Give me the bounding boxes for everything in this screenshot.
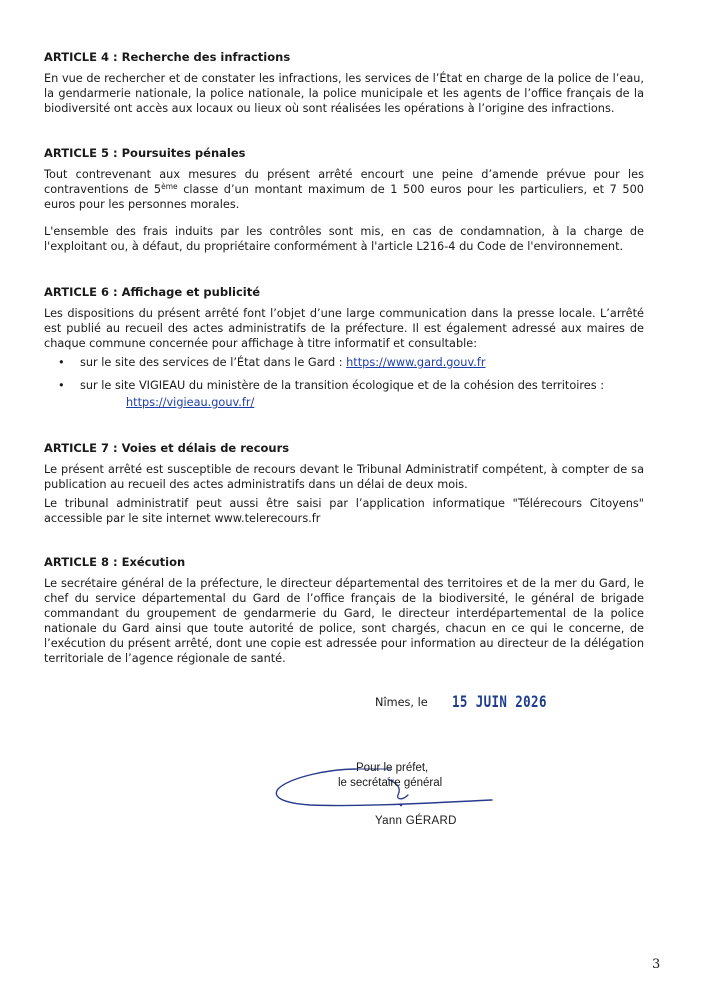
page-number: 3 [652, 957, 661, 972]
vigieau-link[interactable]: https://vigieau.gouv.fr/ [126, 396, 255, 409]
article-6 [44, 285, 644, 418]
article-7-paragraph-1: Le présent arrêté est susceptible de recours devant le Tribunal Administratif compétent, à compter de sa publication au recueil des actes administratifs dans un délai de deux mois. [44, 463, 644, 491]
list-item: • sur le site VIGIEAU du ministère de la transition écologique et de la cohésion des territoires : https://vigieau.gouv.fr/ [58, 379, 605, 409]
article-6-paragraph: Les dispositions du présent arrêté font l’objet d’une large communication dans la presse locale. L’arrêté est publié au recueil des actes administratifs de la préfecture. Il est également adressé aux maires de chaque commune concernée pour affichage à titre informatif et consultable: [44, 307, 644, 350]
article-6-title: ARTICLE 6 : Affichage et publicité [44, 285, 261, 299]
date-stamp: 15 JUIN 2026 [452, 692, 547, 711]
gard-gouv-link[interactable]: https://www.gard.gouv.fr [346, 356, 486, 369]
article-5-paragraph-1: Tout contrevenant aux mesures du présent arrêté encourt une peine d’amende prévue pour les contraventions de 5ème classe d’un montant maximum de 1 500 euros pour les particuliers, et 7 500 euros pour les personnes morales. [44, 168, 644, 211]
article-8-paragraph: Le secrétaire général de la préfecture, le directeur départemental des territoires et de la mer du Gard, le chef du service départemental du Gard de l’office français de la biodiversité, le général de brigade commandant du groupement de gendarmerie du Gard, le directeur interdépartemental de la police nationale du Gard ainsi que toute autorité de police, sont chargés, chacun en ce qui le concerne, de l’exécution du présent arrêté, dont une copie est adressée pour information au directeur de la délégation territoriale de l’agence régionale de santé. [44, 577, 644, 665]
article-5-title: ARTICLE 5 : Poursuites pénales [44, 146, 246, 160]
article-5 [44, 146, 644, 254]
signature-line-2: le secrétaire général [338, 777, 443, 789]
article-7-title: ARTICLE 7 : Voies et délais de recours [44, 441, 290, 455]
article-4-paragraph: En vue de rechercher et de constater les infractions, les services de l’État en charge de la police de l’eau, la gendarmerie nationale, la police nationale, la police municipale et les agents de l’office français de la biodiversité ont accès aux locaux ou lieux où sont réalisées les opérations à l’origine des infractions. [44, 72, 644, 115]
article-8-title: ARTICLE 8 : Exécution [44, 555, 186, 569]
signature-block [270, 755, 510, 845]
bullet-icon: • [58, 356, 65, 369]
article-8 [44, 555, 644, 666]
superscript-ordinal: ème [161, 182, 178, 191]
article-4 [44, 50, 644, 116]
article-7 [44, 441, 644, 526]
bullet-icon: • [58, 379, 65, 392]
publication-list [44, 355, 644, 410]
article-4-title: ARTICLE 4 : Recherche des infractions [44, 50, 291, 64]
signer-name: Yann GÉRARD [375, 815, 457, 827]
article-7-paragraph-2: Le tribunal administratif peut aussi être saisi par l’application informatique "Télérecours Citoyens" accessible par le site internet www.telerecours.fr [44, 497, 644, 525]
place-label: Nîmes, le [375, 696, 428, 709]
list-item: • sur le site des services de l’État dans le Gard : https://www.gard.gouv.fr [58, 356, 486, 369]
signature-line-1: Pour le préfet, [356, 762, 429, 774]
article-5-paragraph-2: L'ensemble des frais induits par les contrôles sont mis, en cas de condamnation, à la charge de l'exploitant ou, à défaut, du propriétaire conformément à l'article L216-4 du Code de l'environnement. [44, 225, 644, 253]
